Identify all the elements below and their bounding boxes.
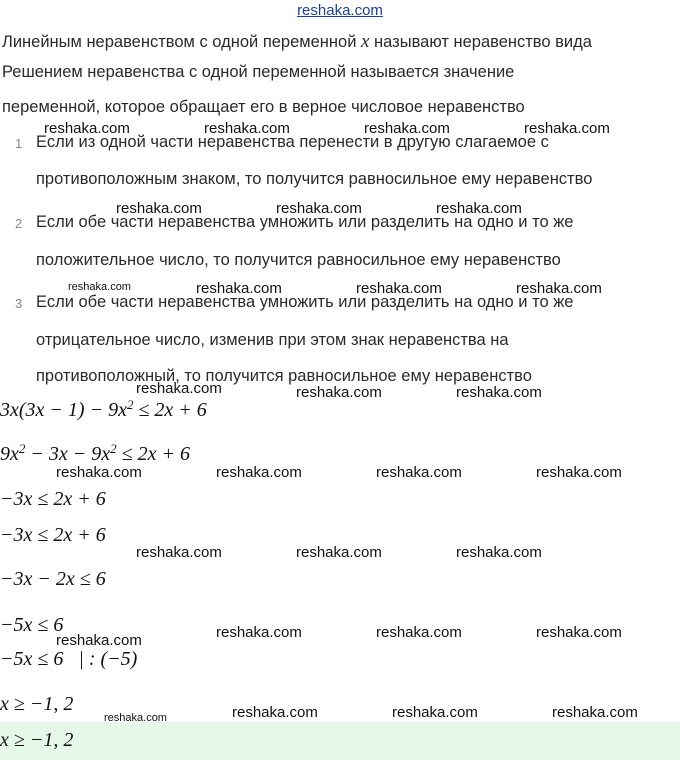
intro-line-3: переменной, которое обращает его в верное числовое неравенство [2,98,525,116]
watermark: reshaka.com [364,120,450,137]
watermark: reshaka.com [276,200,362,217]
rule-3-line-2: отрицательное число, изменив при этом знак неравенства на [36,331,509,349]
watermark: reshaka.com [56,464,142,481]
watermark: reshaka.com [552,704,638,721]
solution-step-5: −3x − 2x ≤ 6 [0,568,106,590]
answer-value: x ≥ −1, 2 [0,729,74,751]
intro-text-before: Линейным неравенством с одной переменной [2,33,362,51]
solution-step-4: −3x ≤ 2x + 6 [0,524,106,546]
watermark: reshaka.com [516,280,602,297]
watermark: reshaka.com [392,704,478,721]
solution-step-8: x ≥ −1, 2 [0,693,74,715]
watermark: reshaka.com [56,632,142,649]
rule-1-line-1: Если из одной части неравенства перенести в другую слагаемое с [36,133,549,151]
site-link[interactable]: reshaka.com [297,2,383,19]
watermark: reshaka.com [196,280,282,297]
rule-number-2: 2 [15,216,23,231]
watermark: reshaka.com [456,384,542,401]
rule-2-line-1: Если обе части неравенства умножить или разделить на одно и то же [36,213,574,231]
solution-step-2: $9x^2 - 3x - 9x^2 \le 2x + 6$ [0,441,190,465]
watermark: reshaka.com [296,544,382,561]
rule-number-1: 1 [15,136,23,151]
watermark: reshaka.com [536,464,622,481]
rule-2-line-2: положительное число, то получится равносильное ему неравенство [36,251,561,269]
rule-1-line-2: противоположным знаком, то получится равносильное ему неравенство [36,170,593,188]
watermark: reshaka.com [104,712,167,724]
rule-3-line-3: противоположный, то получится равносильное ему неравенство [36,367,532,385]
solution-step-7: −5x ≤ 6 | : (−5) [0,648,138,670]
watermark: reshaka.com [456,544,542,561]
watermark: reshaka.com [296,384,382,401]
rule-number-3: 3 [15,296,23,311]
watermark: reshaka.com [356,280,442,297]
watermark: reshaka.com [136,544,222,561]
watermark: reshaka.com [136,380,222,397]
watermark: reshaka.com [216,624,302,641]
answer-box [0,722,680,760]
intro-text-after: называют неравенство вида [369,33,592,51]
watermark: reshaka.com [116,200,202,217]
watermark: reshaka.com [376,464,462,481]
intro-line-2: Решением неравенства с одной переменной называется значение [2,63,515,81]
watermark: reshaka.com [524,120,610,137]
watermark: reshaka.com [204,120,290,137]
intro-line-1 [2,31,592,53]
watermark: reshaka.com [436,200,522,217]
solution-step-1: $3x(3x - 1) - 9x^2 \le 2x + 6$ [0,397,207,421]
solution-step-6: −5x ≤ 6 [0,614,64,636]
watermark: reshaka.com [376,624,462,641]
watermark: reshaka.com [216,464,302,481]
intro-variable: x [361,31,370,52]
solution-step-3: −3x ≤ 2x + 6 [0,488,106,510]
watermark: reshaka.com [536,624,622,641]
rule-3-line-1: Если обе части неравенства умножить или разделить на одно и то же [36,293,574,311]
watermark: reshaka.com [68,281,131,293]
watermark: reshaka.com [44,120,130,137]
watermark: reshaka.com [232,704,318,721]
